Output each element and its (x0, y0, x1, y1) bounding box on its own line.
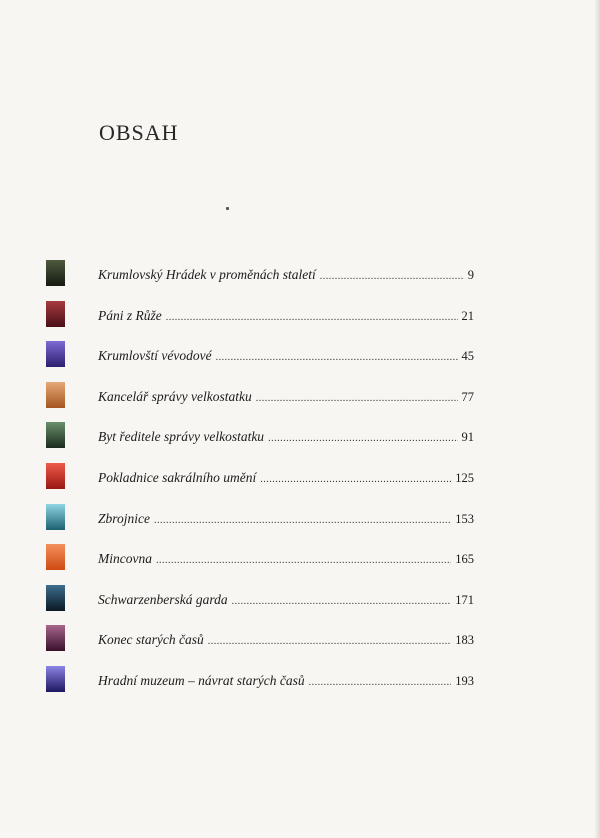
toc-entry-line (98, 591, 474, 611)
page-number: 91 (461, 430, 474, 445)
toc-entry-line (98, 550, 474, 570)
dot-leader (320, 268, 464, 286)
toc-entry-line (98, 388, 474, 408)
chapter-color-swatch (46, 666, 65, 692)
toc-entry (0, 341, 600, 382)
toc-entry (0, 666, 600, 707)
chapter-title: Zbrojnice (98, 510, 150, 526)
chapter-color-swatch (46, 301, 65, 327)
toc-entry (0, 422, 600, 463)
chapter-color-swatch (46, 382, 65, 408)
chapter-color-swatch (46, 422, 65, 448)
chapter-title: Konec starých časů (98, 632, 204, 648)
page-number: 153 (455, 511, 474, 526)
chapter-title: Byt ředitele správy velkostatku (98, 429, 265, 445)
chapter-title: Schwarzenberská garda (98, 591, 228, 607)
dot-leader (156, 552, 451, 570)
page-number: 21 (461, 308, 474, 323)
page-number: 45 (461, 349, 474, 364)
dot-leader (166, 309, 458, 327)
toc-entry-line (98, 307, 474, 327)
dot-leader (256, 390, 458, 408)
toc-entry (0, 504, 600, 545)
chapter-title: Krumlovský Hrádek v proměnách staletí (98, 267, 316, 282)
page-number: 171 (455, 592, 474, 607)
toc-entry (0, 301, 600, 342)
toc-entry (0, 544, 600, 585)
toc-entry-line (98, 428, 474, 448)
toc-entry-line (98, 510, 474, 530)
toc-entry-line (98, 672, 474, 692)
dot-leader (260, 471, 451, 489)
page-number: 9 (467, 268, 474, 282)
toc-entry (0, 463, 600, 504)
chapter-title: Kancelář správy velkostatku (98, 388, 252, 404)
page-number: 183 (455, 633, 474, 648)
chapter-color-swatch (46, 625, 65, 651)
toc-entry-line (98, 469, 474, 489)
page-number: 125 (455, 470, 474, 485)
chapter-title: Páni z Růže (98, 307, 162, 323)
toc-entry (0, 382, 600, 423)
toc-list (0, 260, 600, 707)
page-number: 165 (455, 552, 474, 567)
print-speck (226, 207, 229, 210)
chapter-color-swatch (46, 260, 65, 286)
toc-title: OBSAH (99, 120, 179, 145)
chapter-color-swatch (46, 504, 65, 530)
dot-leader (268, 430, 457, 448)
dot-leader (154, 512, 451, 530)
chapter-color-swatch (46, 585, 65, 611)
chapter-color-swatch (46, 341, 65, 367)
chapter-title: Mincovna (98, 551, 152, 567)
dot-leader (309, 674, 452, 692)
toc-entry-line (98, 631, 474, 651)
dot-leader (232, 593, 452, 611)
toc-entry (0, 625, 600, 666)
dot-leader (208, 633, 452, 651)
page-number: 193 (455, 673, 474, 688)
toc-entry-line (98, 266, 474, 286)
chapter-title: Pokladnice sakrálního umění (98, 469, 257, 485)
dot-leader (216, 349, 458, 367)
chapter-title: Krumlovští vévodové (98, 348, 212, 364)
chapter-color-swatch (46, 544, 65, 570)
page-number: 77 (461, 389, 474, 404)
chapter-title: Hradní muzeum – návrat starých časů (98, 672, 305, 688)
chapter-color-swatch (46, 463, 65, 489)
toc-entry (0, 260, 600, 301)
toc-entry (0, 585, 600, 626)
toc-entry-line (98, 347, 474, 367)
